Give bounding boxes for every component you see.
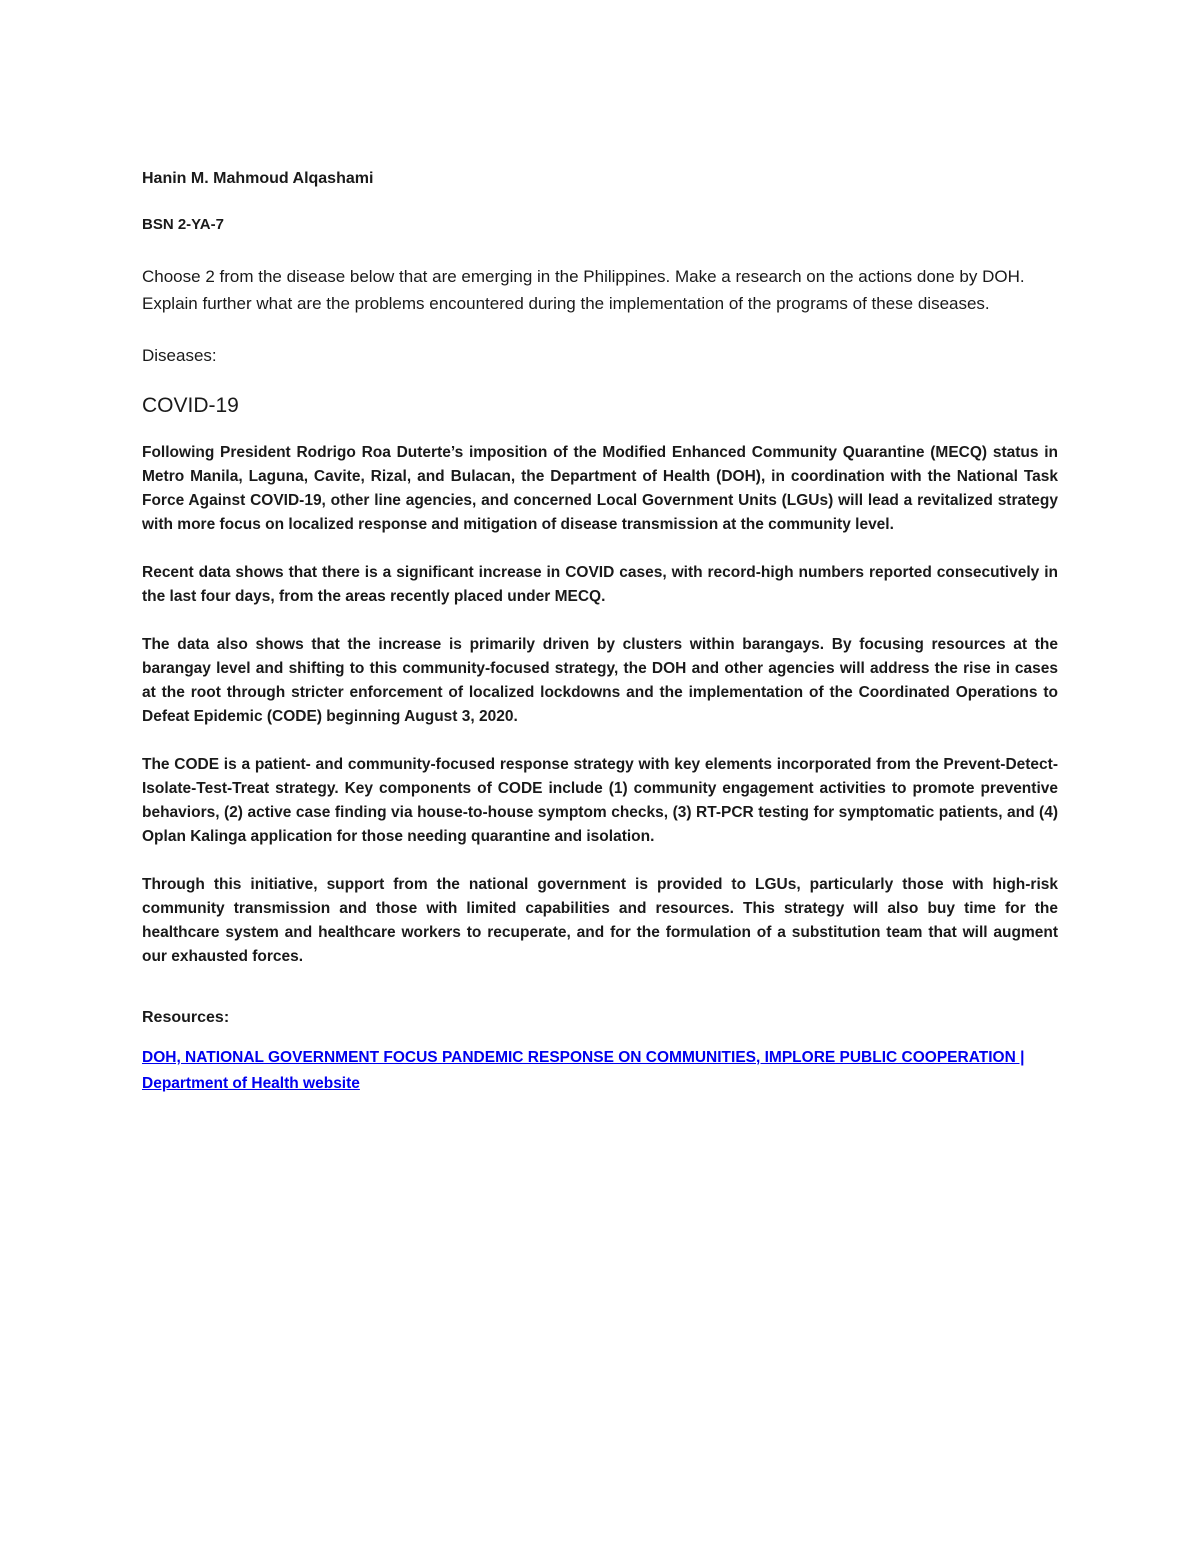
paragraph-recent-data: Recent data shows that there is a significant increase in COVID cases, with record-high numbers reported consecutively in the last four days, from the areas recently placed under MECQ.: [142, 564, 1058, 605]
assignment-instructions: Choose 2 from the disease below that are emerging in the Philippines. Make a research on the actions done by DOH. Explain further what are the problems encountered during the implementation of the programs of these diseases.: [142, 267, 1025, 313]
paragraph-code-strategy: The CODE is a patient- and community-focused response strategy with key elements incorporated from the Prevent-Detect-Isolate-Test-Treat strategy. Key components of CODE include (1) community engagement activities to promote preventive behaviors, (2) active case finding via house-to-house symptom checks, (3) RT-PCR testing for symptomatic patients, and (4) Oplan Kalinga application for those needing quarantine and isolation.: [142, 756, 1058, 845]
paragraph-mecq: Following President Rodrigo Roa Duterte’s imposition of the Modified Enhanced Community Quarantine (MECQ) status in Metro Manila, Laguna, Cavite, Rizal, and Bulacan, the Department of Health (DOH), in coordination with the National Task Force Against COVID-19, other line agencies, and concerned Local Government Units (LGUs) will lead a revitalized strategy with more focus on localized response and mitigation of disease transmission at the community level.: [142, 444, 1058, 533]
diseases-label: Diseases:: [142, 346, 217, 365]
paragraph-clusters: The data also shows that the increase is primarily driven by clusters within barangays. By focusing resources at the barangay level and shifting to this community-focused strategy, the DOH and other agencies will address the rise in cases at the root through stricter enforcement of localized lockdowns and the implementation of the Coordinated Operations to Defeat Epidemic (CODE) beginning August 3, 2020.: [142, 636, 1058, 725]
disease-heading: COVID-19: [142, 394, 239, 417]
document-page: [142, 168, 1058, 1097]
resource-link[interactable]: DOH, NATIONAL GOVERNMENT FOCUS PANDEMIC RESPONSE ON COMMUNITIES, IMPLORE PUBLIC COOPERATION | Department of Health website: [142, 1049, 1025, 1092]
section-code: BSN 2-YA-7: [142, 216, 224, 233]
resources-label: Resources:: [142, 1009, 230, 1026]
author-name: Hanin M. Mahmoud Alqashami: [142, 170, 374, 187]
paragraph-initiative: Through this initiative, support from the national government is provided to LGUs, particularly those with high-risk community transmission and those with limited capabilities and resources. This strategy will also buy time for the healthcare system and healthcare workers to recuperate, and for the formulation of a substitution team that will augment our exhausted forces.: [142, 876, 1058, 965]
